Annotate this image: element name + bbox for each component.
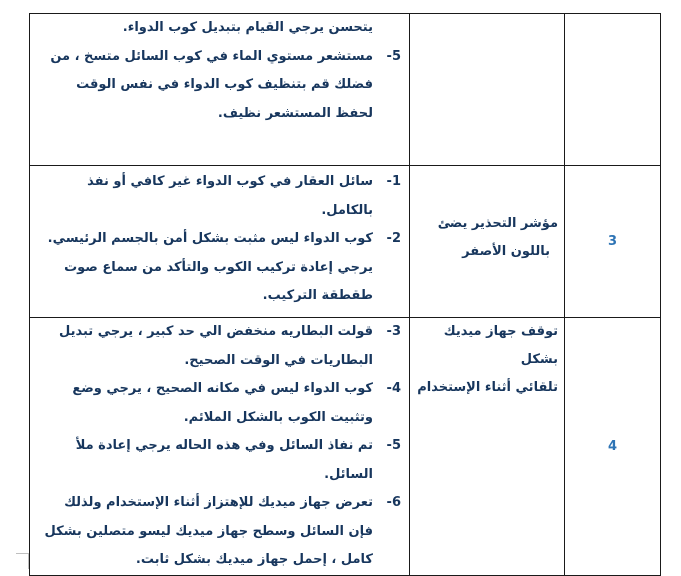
action-item (36, 375, 401, 432)
actions-cell (30, 166, 410, 318)
symptom-line: توقف جهاز ميديك بشكل (443, 324, 558, 367)
action-text: كوب الدواء ليس في مكانه الصحيح ، يرجي وضع وتثبيت الكوب بالشكل الملائم. (72, 381, 373, 425)
number-cell (565, 166, 661, 318)
action-text: تعرض جهاز ميديك للإهتزاز أثناء الإستخدام ولذلك فإن السائل وسطح جهاز ميديك ليسو متصلين بشكل كامل ، إحمل جهاز ميديك بشكل ثابت. (44, 495, 373, 567)
action-text: كوب الدواء ليس مثبت بشكل أمن بالجسم الرئيسي. يرجي إعادة تركيب الكوب والتأكد من سماع صوت طقطقة التركيب. (47, 231, 373, 303)
action-text: يتحسن يرجي القيام بتبديل كوب الدواء. (122, 20, 373, 35)
action-number: 4- (386, 381, 401, 396)
action-number: 3- (386, 324, 401, 339)
symptom-cell (410, 318, 565, 576)
symptom-line: تلقائي أثناء الإستخدام (417, 380, 558, 395)
number-cell (565, 14, 661, 166)
action-text: تم نفاذ السائل وفي هذه الحاله يرجي إعادة ملأ السائل. (75, 438, 373, 482)
table-row (30, 14, 661, 166)
row-number: 3 (607, 234, 618, 249)
action-number: 5- (386, 48, 401, 64)
troubleshooting-table (29, 13, 661, 576)
symptom-line: باللون الأصفر (462, 243, 550, 259)
table-row (30, 166, 661, 318)
row-number: 4 (607, 438, 618, 454)
action-item (36, 43, 401, 129)
action-item (36, 432, 401, 489)
symptom-line: مؤشر التحذير يضئ (437, 215, 558, 231)
action-number: 5- (386, 438, 401, 453)
actions-cell (30, 14, 410, 166)
symptom-cell (410, 14, 565, 166)
actions-cell (30, 318, 410, 576)
action-item (36, 168, 401, 225)
page-corner-mark (16, 553, 29, 569)
action-text: مستشعر مستوي الماء في كوب السائل متسخ ، من فضلك قم بتنظيف كوب الدواء في نفس الوقت لحفظ المستشعر نظيف. (50, 48, 373, 121)
action-number: 2- (386, 231, 401, 246)
action-item (36, 489, 401, 575)
action-item (36, 225, 401, 311)
number-cell (565, 318, 661, 576)
action-item (36, 14, 401, 43)
action-number: 1- (386, 174, 401, 189)
action-number: 6- (386, 495, 401, 510)
action-text: قولت البطاريه منخفض الي حد كبير ، يرجي تبديل البطاريات في الوقت الصحيح. (58, 324, 373, 368)
action-text: سائل العقار في كوب الدواء غير كافي أو نفذ بالكامل. (87, 174, 373, 218)
action-item (36, 318, 401, 375)
symptom-cell (410, 166, 565, 318)
table-row (30, 318, 661, 576)
